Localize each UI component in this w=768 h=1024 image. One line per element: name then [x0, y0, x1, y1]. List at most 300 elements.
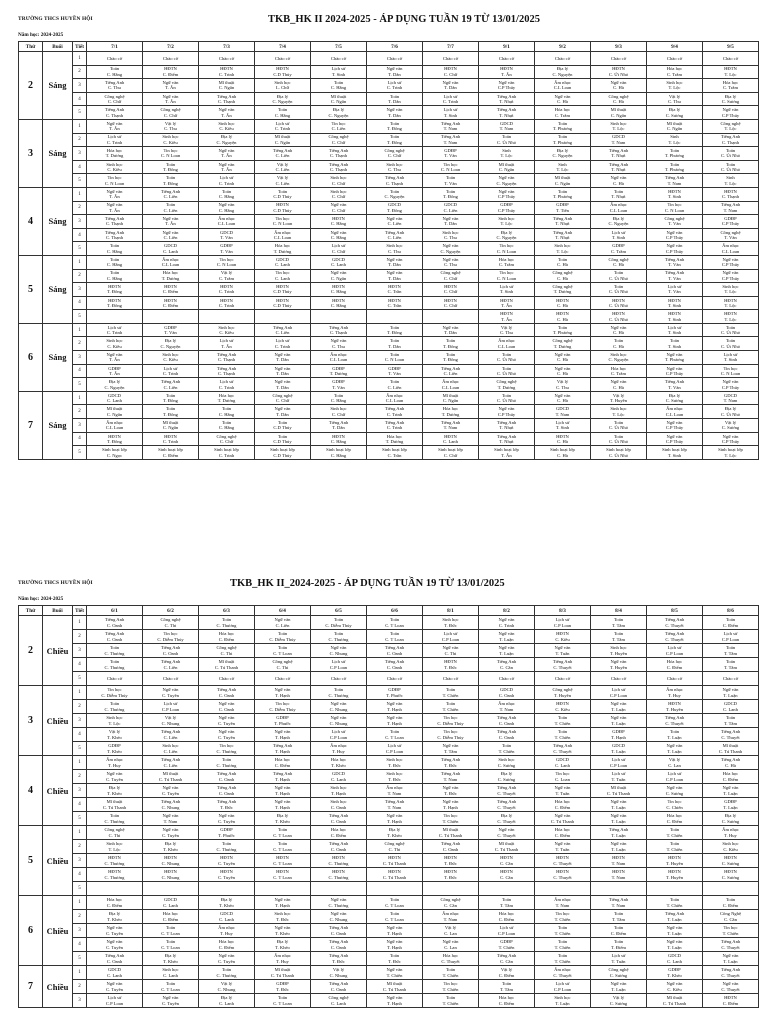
schedule-cell: [255, 658, 311, 672]
subject-label: Tin học: [331, 120, 346, 126]
teacher-label: T. Hạnh: [275, 790, 290, 796]
schedule-cell: [87, 106, 143, 120]
teacher-label: C. Hằng: [218, 411, 235, 417]
teacher-label: T. Dân: [388, 99, 401, 105]
schedule-cell: [647, 700, 703, 714]
subject-label: Sinh hoạt lớp: [438, 447, 463, 453]
schedule-cell: [367, 65, 423, 79]
teacher-label: C. Diễm Thủy: [101, 692, 128, 698]
teacher-label: C. Ngân: [498, 167, 515, 173]
teacher-label: T. Đức: [388, 762, 401, 768]
table-row: [19, 228, 759, 242]
teacher-label: C. Cần: [500, 958, 513, 964]
schedule-cell: [591, 714, 647, 728]
subject-label: HĐTN: [668, 855, 681, 861]
schedule-cell: [591, 378, 647, 392]
subject-label: Địa lý: [108, 785, 121, 791]
schedule-cell: [311, 994, 367, 1008]
subject-label: HĐTN: [444, 283, 457, 289]
teacher-label: T. Hạnh: [387, 944, 402, 950]
teacher-label: T. Lộc: [724, 180, 737, 186]
teacher-label: T. Luận: [611, 720, 626, 726]
schedule-cell: [255, 92, 311, 106]
schedule-cell: [591, 187, 647, 201]
teacher-label: C. Út Nhỏ: [608, 316, 628, 322]
teacher-label: C. N Loan: [720, 370, 741, 376]
subject-label: HĐTN: [220, 66, 233, 72]
subject-label: Toán: [445, 351, 456, 357]
schedule-cell: [199, 269, 255, 283]
schedule-cell: [703, 896, 759, 910]
teacher-label: C. Hà: [557, 452, 568, 458]
teacher-label: T. Văn: [444, 153, 457, 159]
teacher-label: C. Hà: [725, 762, 736, 768]
class-header: 9/2: [535, 42, 591, 52]
schedule-cell: [535, 391, 591, 405]
subject-label: Tin học: [107, 687, 122, 693]
teacher-label: C. Hà: [613, 180, 624, 186]
schedule-cell: [703, 147, 759, 161]
schedule-cell: [479, 770, 535, 784]
schedule-cell: [591, 672, 647, 686]
subject-label: Ngữ văn: [218, 148, 235, 154]
schedule-cell: [255, 966, 311, 980]
schedule-cell: [87, 160, 143, 174]
teacher-label: T. Chiến: [554, 916, 571, 922]
teacher-label: T. Hạnh: [443, 804, 458, 810]
teacher-label: C. Lan: [444, 944, 457, 950]
schedule-cell: [255, 65, 311, 79]
subject-label: Hóa học: [442, 406, 459, 412]
subject-label: Tiếng Anh: [496, 93, 517, 99]
schedule-cell: [255, 296, 311, 310]
schedule-cell: [255, 446, 311, 460]
subject-label: Vật lý: [556, 379, 569, 385]
schedule-cell: [311, 255, 367, 269]
schedule-cell: [311, 446, 367, 460]
subject-label: HĐTN: [444, 659, 457, 665]
schedule-cell: [647, 432, 703, 446]
subject-label: Hóa học: [330, 827, 347, 833]
subject-label: Tiếng Anh: [272, 743, 293, 749]
table-row: [19, 364, 759, 378]
table-row: [19, 215, 759, 229]
schedule-cell: [311, 882, 367, 896]
schedule-cell: [535, 432, 591, 446]
subject-label: Tiếng Anh: [328, 841, 349, 847]
subject-label: Ngữ văn: [274, 617, 291, 623]
teacher-label: T. Đức: [444, 860, 457, 866]
subject-label: Toán: [669, 729, 680, 735]
subject-label: Lịch sử: [219, 338, 234, 344]
teacher-label: T. Dương: [161, 275, 180, 281]
subject-label: Lịch sử: [275, 120, 290, 126]
teacher-label: C. Hà: [613, 384, 624, 390]
subject-label: Ngữ văn: [610, 981, 627, 987]
schedule-cell: [591, 79, 647, 93]
schedule-cell: [703, 79, 759, 93]
schedule-cell: [479, 980, 535, 994]
subject-label: Sinh học: [554, 243, 571, 249]
teacher-label: C. Trâm: [666, 71, 683, 77]
subject-label: Chào cờ: [722, 55, 739, 61]
subject-label: Toán: [165, 202, 176, 208]
subject-label: Lịch sử: [443, 631, 458, 637]
teacher-label: C.P Thúy: [721, 275, 740, 281]
teacher-label: C.P Loan: [329, 664, 348, 670]
schedule-cell: [703, 672, 759, 686]
subject-label: GDĐP: [332, 365, 345, 371]
subject-label: Vật lý: [668, 757, 681, 763]
subject-label: Toán: [389, 338, 400, 344]
teacher-label: C. Ngân: [666, 126, 683, 132]
teacher-label: C. Hằng: [330, 452, 347, 458]
subject-label: Mĩ thuật: [442, 827, 459, 833]
teacher-label: C. Hà: [557, 357, 568, 363]
subject-label: Sinh học: [554, 995, 571, 1001]
teacher-label: T. Luận: [611, 818, 626, 824]
subject-label: Toán: [613, 270, 624, 276]
teacher-label: T. Văn: [444, 180, 457, 186]
subject-label: Ngữ văn: [610, 659, 627, 665]
schedule-cell: [479, 378, 535, 392]
schedule-cell: [647, 52, 703, 66]
subject-label: Ngữ văn: [442, 743, 459, 749]
schedule-cell: [479, 92, 535, 106]
subject-label: Địa lý: [276, 93, 289, 99]
schedule-cell: [255, 854, 311, 868]
teacher-label: T. Nam: [555, 411, 570, 417]
period-cell: 5: [73, 812, 87, 826]
subject-label: Sinh học: [106, 841, 123, 847]
teacher-label: T. Ân: [165, 221, 176, 227]
schedule-cell: [423, 784, 479, 798]
teacher-label: C. Hà: [557, 275, 568, 281]
schedule-cell: [87, 92, 143, 106]
teacher-label: C. Chữ: [387, 153, 402, 159]
table-row: [19, 201, 759, 215]
teacher-label: C.P Thúy: [721, 221, 740, 227]
schedule-cell: [535, 79, 591, 93]
schedule-cell: [311, 52, 367, 66]
subject-label: Âm nhạc: [722, 827, 739, 833]
subject-label: Công nghệ: [608, 256, 629, 262]
subject-label: Toán: [557, 188, 568, 194]
teacher-label: T. Điểm: [611, 944, 626, 950]
subject-label: Hóa học: [722, 80, 739, 86]
schedule-cell: [591, 840, 647, 854]
teacher-label: C. Oanh: [106, 622, 123, 628]
subject-label: HĐTN: [108, 297, 121, 303]
teacher-label: C. Điểm: [554, 804, 571, 810]
subject-label: Sinh: [670, 134, 679, 140]
subject-label: Ngữ văn: [498, 631, 515, 637]
subject-label: Mĩ thuật: [610, 785, 627, 791]
subject-label: Âm nhạc: [554, 80, 571, 86]
schedule-cell: [87, 952, 143, 966]
teacher-label: T. Khéo: [107, 790, 122, 796]
schedule-cell: [199, 910, 255, 924]
teacher-label: C. Oanh: [218, 706, 235, 712]
schedule-cell: [255, 391, 311, 405]
teacher-label: T. Sinh: [667, 343, 682, 349]
schedule-cell: [143, 812, 199, 826]
teacher-label: C. Trinh: [274, 343, 291, 349]
table-row: [19, 351, 759, 365]
teacher-label: T. Tuấn: [555, 790, 570, 796]
teacher-label: T. Đông: [163, 167, 178, 173]
teacher-label: C. Sương: [721, 818, 740, 824]
teacher-label: C.D Thủy: [273, 425, 292, 431]
subject-label: Vật lý: [276, 175, 289, 181]
schedule-cell: [703, 269, 759, 283]
teacher-label: C. Oanh: [218, 790, 235, 796]
teacher-label: T. Phương: [552, 139, 573, 145]
subject-label: Tiếng Anh: [440, 134, 461, 140]
subject-label: HĐTN: [444, 66, 457, 72]
subject-label: Chào cờ: [274, 55, 291, 61]
teacher-label: C. Nhung: [329, 972, 348, 978]
schedule-cell: [87, 630, 143, 644]
subject-label: Toán: [389, 324, 400, 330]
schedule-cell: [199, 283, 255, 297]
teacher-label: C. Chữ: [443, 275, 458, 281]
schedule-cell: [423, 310, 479, 324]
class-header: 9/5: [703, 42, 759, 52]
teacher-label: T. Huy: [220, 930, 233, 936]
teacher-label: C. Trinh: [218, 302, 235, 308]
teacher-label: C. Liên: [163, 384, 178, 390]
teacher-label: C. Hằng: [106, 262, 123, 268]
teacher-label: C. Nguyện: [216, 139, 237, 145]
teacher-label: C. Lan: [444, 930, 457, 936]
schedule-cell: [367, 323, 423, 337]
subject-label: Ngữ văn: [162, 80, 179, 86]
schedule-cell: [647, 784, 703, 798]
teacher-label: T. Hạnh: [275, 692, 290, 698]
schedule-cell: [87, 938, 143, 952]
teacher-label: C. Trâm: [554, 112, 571, 118]
schedule-cell: [535, 896, 591, 910]
period-cell: 1: [73, 187, 87, 201]
teacher-label: C. Thạnh: [217, 370, 235, 376]
schedule-cell: [535, 228, 591, 242]
subject-label: Tiếng Anh: [496, 433, 517, 439]
teacher-label: C. Điểm: [106, 902, 123, 908]
teacher-label: C. Thạnh: [385, 180, 403, 186]
teacher-label: C.L Loan: [329, 357, 348, 363]
subject-label: GDCD: [163, 243, 178, 249]
subject-label: Ngữ văn: [610, 324, 627, 330]
teacher-label: C. Lanh: [163, 972, 178, 978]
schedule-cell: [311, 728, 367, 742]
schedule-cell: [591, 994, 647, 1008]
subject-label: Hóa học: [218, 939, 235, 945]
schedule-cell: [255, 882, 311, 896]
teacher-label: C. Hà: [557, 262, 568, 268]
schedule-cell: [367, 952, 423, 966]
schedule-cell: [479, 391, 535, 405]
table-row: [19, 52, 759, 66]
teacher-label: C. Kiều: [667, 986, 682, 992]
schedule-cell: [311, 672, 367, 686]
subject-label: Hóa học: [218, 392, 235, 398]
teacher-label: C.P Loan: [329, 734, 348, 740]
class-header: 6/1: [87, 606, 143, 616]
subject-label: Sinh học: [330, 188, 347, 194]
schedule-cell: [87, 770, 143, 784]
period-cell: 3: [73, 644, 87, 658]
schedule-cell: [423, 644, 479, 658]
schedule-cell: [703, 700, 759, 714]
subject-label: Ngữ văn: [162, 229, 179, 235]
subject-label: Hóa học: [162, 270, 179, 276]
subject-label: Sinh học: [610, 406, 627, 412]
schedule-cell: [87, 854, 143, 868]
teacher-label: T. Nam: [443, 126, 458, 132]
schedule-cell: [367, 228, 423, 242]
schedule-cell: [535, 446, 591, 460]
period-cell: 2: [73, 405, 87, 419]
schedule-cell: [311, 700, 367, 714]
schedule-cell: [311, 812, 367, 826]
class-header: 8/4: [591, 606, 647, 616]
teacher-label: T. Huyền: [609, 664, 627, 670]
table-row: [19, 92, 759, 106]
schedule-cell: [87, 728, 143, 742]
teacher-label: C. Thạnh: [217, 99, 235, 105]
teacher-label: T. Lộc: [724, 126, 737, 132]
teacher-label: T. Văn: [220, 235, 233, 241]
subject-label: HĐTN: [724, 311, 737, 317]
subject-label: Tiếng Anh: [720, 967, 741, 973]
teacher-label: T. Đông: [443, 357, 458, 363]
subject-label: Âm nhạc: [386, 392, 403, 398]
teacher-label: C. Ngân: [330, 99, 347, 105]
teacher-label: T. Nhựt: [611, 167, 626, 173]
subject-label: Tin học: [163, 148, 178, 154]
subject-label: Sinh hoạt lớp: [662, 447, 687, 453]
schedule-cell: [423, 201, 479, 215]
teacher-label: T. Phương: [664, 167, 685, 173]
subject-label: Sinh hoạt lớp: [494, 447, 519, 453]
subject-label: Ngữ văn: [610, 841, 627, 847]
subject-label: Mĩ thuật: [666, 995, 683, 1001]
teacher-label: T. Ân: [165, 85, 176, 91]
teacher-label: T. Phương: [552, 194, 573, 200]
teacher-label: C. Sương: [665, 398, 684, 404]
schedule-cell: [87, 686, 143, 700]
subject-label: Chào cờ: [554, 675, 571, 681]
schedule-cell: [591, 310, 647, 324]
schedule-cell: [199, 296, 255, 310]
teacher-label: T. Luận: [667, 930, 682, 936]
period-cell: 5: [73, 952, 87, 966]
schedule-cell: [143, 174, 199, 188]
subject-label: HĐTN: [556, 869, 569, 875]
teacher-label: C.P Thúy: [665, 248, 684, 254]
schedule-cell: [367, 798, 423, 812]
teacher-label: T. Dân: [444, 85, 457, 91]
schedule-cell: [703, 994, 759, 1008]
schedule-cell: [591, 644, 647, 658]
subject-label: Toán: [333, 617, 344, 623]
schedule-cell: [535, 644, 591, 658]
teacher-label: T. Ân: [501, 302, 512, 308]
subject-label: HĐTN: [220, 297, 233, 303]
subject-label: Địa lý: [108, 379, 121, 385]
schedule-cell: [535, 742, 591, 756]
schedule-cell: [311, 364, 367, 378]
subject-label: Tiếng Anh: [608, 148, 629, 154]
teacher-label: C. T Loan: [273, 1000, 292, 1006]
subject-label: HĐTN: [556, 855, 569, 861]
subject-label: Ngữ văn: [330, 202, 347, 208]
subject-label: Hóa học: [498, 256, 515, 262]
teacher-label: C.D Thủy: [273, 207, 292, 213]
schedule-cell: [479, 446, 535, 460]
subject-label: HĐTN: [276, 855, 289, 861]
teacher-label: C. Ngân: [554, 180, 571, 186]
subject-label: Lịch sử: [667, 283, 682, 289]
teacher-label: C. Sương: [721, 425, 740, 431]
table-row: [19, 65, 759, 79]
subject-label: GDCD: [387, 202, 402, 208]
subject-label: Lịch sử: [723, 631, 738, 637]
schedule-cell: [143, 616, 199, 630]
subject-label: GDCD: [163, 897, 178, 903]
teacher-label: C. Hà: [557, 99, 568, 105]
teacher-label: C. Liên: [163, 664, 178, 670]
subject-label: Tin học: [107, 175, 122, 181]
schedule-cell: [367, 658, 423, 672]
teacher-label: T. Luận: [723, 804, 738, 810]
schedule-cell: [311, 980, 367, 994]
subject-label: Toán: [109, 701, 120, 707]
schedule-cell: [479, 994, 535, 1008]
day-cell: 7: [19, 391, 43, 459]
teacher-label: T. Đông: [107, 438, 122, 444]
day-cell: 2: [19, 616, 43, 686]
schedule-cell: [423, 742, 479, 756]
schedule-cell: [535, 686, 591, 700]
subject-label: Chào cờ: [386, 55, 403, 61]
subject-label: Ngữ văn: [666, 743, 683, 749]
schedule-cell: [703, 910, 759, 924]
subject-label: GDCD: [443, 202, 458, 208]
schedule-cell: [647, 323, 703, 337]
schedule-cell: [647, 255, 703, 269]
schedule-cell: [647, 147, 703, 161]
schedule-cell: [311, 174, 367, 188]
schedule-cell: [255, 910, 311, 924]
schedule-cell: [87, 378, 143, 392]
schedule-cell: [479, 52, 535, 66]
schedule-cell: [199, 616, 255, 630]
schedule-cell: [535, 728, 591, 742]
schedule-cell: [199, 812, 255, 826]
subject-label: GDĐP: [164, 324, 177, 330]
schedule-cell: [143, 147, 199, 161]
teacher-label: C. Oanh: [498, 734, 515, 740]
schedule-cell: [255, 160, 311, 174]
teacher-label: C. Út Nhỏ: [720, 411, 740, 417]
teacher-label: T. Luận: [611, 986, 626, 992]
subject-label: Tin học: [163, 631, 178, 637]
teacher-label: C. Nhung: [161, 874, 180, 880]
subject-label: Tiếng Anh: [720, 729, 741, 735]
teacher-label: T. Tâm: [499, 986, 514, 992]
